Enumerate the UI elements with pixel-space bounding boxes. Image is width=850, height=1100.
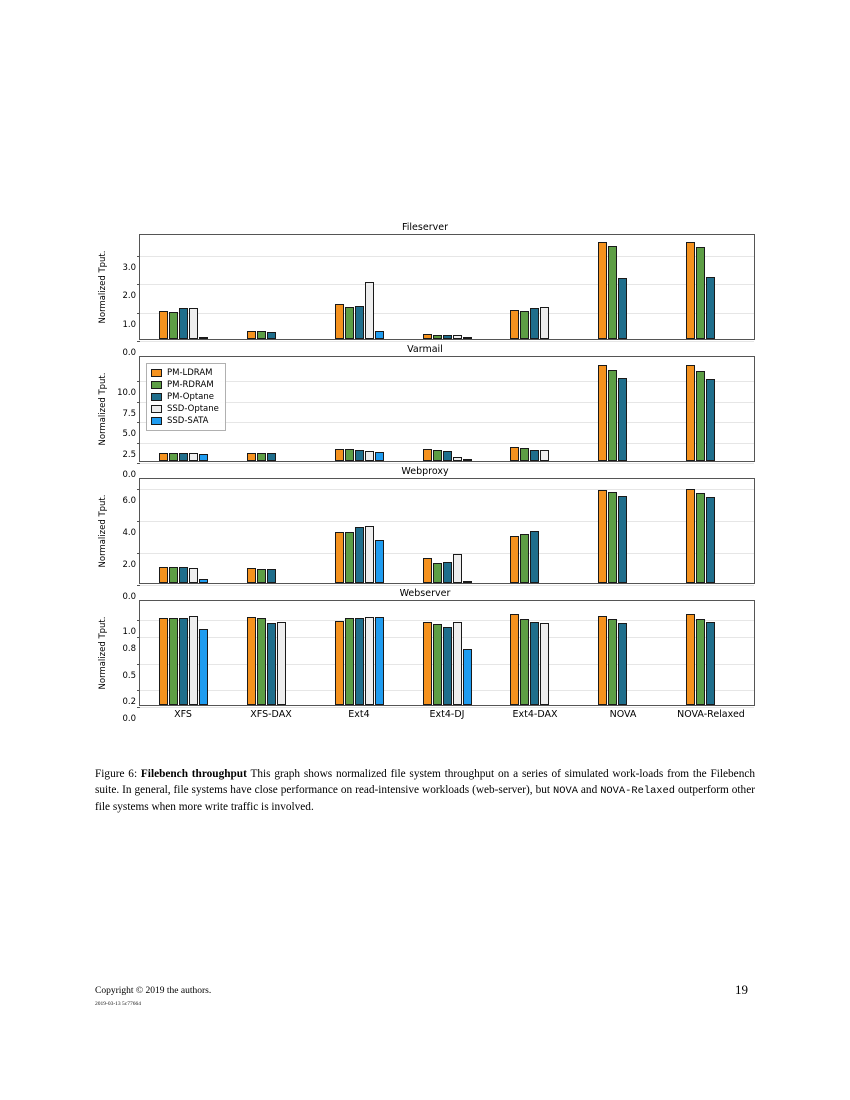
figure-6 — [95, 222, 755, 752]
x-tick-label: NOVA-Relaxed — [677, 709, 745, 720]
legend-item — [151, 415, 219, 427]
bar-group — [685, 479, 735, 583]
x-tick-label: XFS-DAX — [250, 709, 292, 720]
y-axis-label: Normalized Tput. — [98, 372, 108, 446]
bar — [706, 497, 715, 583]
bar — [696, 619, 705, 705]
bar — [618, 623, 627, 705]
x-tick-label: XFS — [174, 709, 192, 720]
bar — [365, 617, 374, 705]
y-tick-mark — [137, 463, 140, 464]
bar — [706, 379, 715, 461]
footer-copyright: Copyright © 2019 the authors. — [95, 986, 212, 996]
bar-group — [685, 601, 735, 705]
y-tick-label: 6.0 — [122, 495, 136, 506]
legend-label: SSD-Optane — [167, 404, 219, 414]
bar-group — [247, 357, 297, 461]
bar — [540, 307, 549, 339]
bar — [257, 331, 266, 339]
y-tick-mark — [137, 553, 140, 554]
plot-area-webproxy — [139, 478, 755, 584]
bar — [618, 278, 627, 339]
bar — [267, 332, 276, 339]
bar — [355, 306, 364, 339]
bar — [530, 450, 539, 461]
y-tick-label: 0.5 — [122, 670, 136, 681]
y-tick-label: 4.0 — [122, 527, 136, 538]
figure-caption — [95, 766, 755, 815]
bar — [365, 282, 374, 339]
bar — [267, 569, 276, 583]
x-tick-label: Ext4-DJ — [429, 709, 465, 720]
bar — [345, 449, 354, 461]
x-tick-label: Ext4 — [348, 709, 370, 720]
legend-swatch — [151, 393, 162, 401]
caption-mono-nova: NOVA — [552, 785, 578, 797]
x-tick-label: Ext4-DAX — [512, 709, 558, 720]
bar — [169, 453, 178, 461]
bar-group — [597, 357, 647, 461]
bar — [520, 448, 529, 461]
y-tick-labels-fileserver — [111, 234, 139, 358]
bar — [443, 335, 452, 339]
bar-group — [510, 357, 560, 461]
y-tick-label: 7.5 — [122, 408, 136, 419]
bar — [510, 614, 519, 705]
y-tick-label: 1.0 — [122, 627, 136, 638]
bar — [335, 621, 344, 705]
bar — [375, 540, 384, 583]
bar-group — [685, 235, 735, 339]
y-axis-label: Normalized Tput. — [98, 616, 108, 690]
bar — [443, 451, 452, 461]
bar — [375, 331, 384, 339]
bar — [365, 526, 374, 583]
bar — [608, 246, 617, 339]
y-tick-label: 0.0 — [122, 470, 136, 480]
legend-swatch — [151, 417, 162, 425]
y-tick-label: 0.0 — [122, 714, 136, 724]
bar — [247, 453, 256, 461]
bar — [375, 452, 384, 461]
bar — [179, 567, 188, 583]
panel-title: Webproxy — [401, 466, 449, 477]
bar — [443, 627, 452, 705]
bar — [199, 629, 208, 705]
y-tick-mark — [137, 690, 140, 691]
bar — [345, 307, 354, 339]
bar-group — [422, 601, 472, 705]
y-tick-labels-webproxy — [111, 478, 139, 602]
bar — [169, 618, 178, 705]
y-tick-mark — [137, 521, 140, 522]
bar — [510, 447, 519, 461]
bar — [598, 242, 607, 339]
bar — [443, 562, 452, 583]
bar — [159, 567, 168, 583]
bar-group — [159, 235, 209, 339]
gridline — [140, 341, 754, 342]
bar — [598, 490, 607, 583]
bar — [608, 370, 617, 461]
legend-item — [151, 367, 219, 379]
bar — [257, 453, 266, 461]
bar-group — [159, 479, 209, 583]
bar — [159, 618, 168, 705]
y-tick-label: 1.0 — [122, 319, 136, 330]
y-tick-labels-varmail — [111, 356, 139, 480]
bar — [277, 622, 286, 705]
bar — [520, 619, 529, 705]
y-tick-mark — [137, 402, 140, 403]
bar — [608, 492, 617, 583]
bar — [189, 453, 198, 461]
bar — [706, 622, 715, 705]
bar — [540, 623, 549, 705]
bar-group — [159, 601, 209, 705]
bar — [335, 304, 344, 339]
bar-group — [247, 479, 297, 583]
bar — [159, 311, 168, 339]
bar — [423, 334, 432, 339]
bar — [696, 371, 705, 462]
legend-label: PM-LDRAM — [167, 368, 213, 378]
bar — [199, 579, 208, 583]
caption-mono-nova-relaxed: NOVA-Relaxed — [600, 785, 676, 797]
bar — [530, 308, 539, 339]
caption-text-3: outperform other file systems when more write traffic is involved. — [95, 784, 755, 813]
bar — [520, 534, 529, 583]
bar-group — [247, 235, 297, 339]
bar — [608, 619, 617, 705]
bar — [199, 454, 208, 461]
y-tick-label: 0.0 — [122, 592, 136, 602]
bar — [540, 450, 549, 461]
bar — [423, 622, 432, 705]
bar — [189, 308, 198, 339]
bar — [433, 450, 442, 461]
bar — [189, 616, 198, 705]
y-tick-label: 2.5 — [122, 449, 136, 460]
bar-group — [685, 357, 735, 461]
bar — [375, 617, 384, 705]
bar — [463, 649, 472, 705]
bar-group — [597, 601, 647, 705]
bar — [169, 567, 178, 583]
bar — [199, 337, 208, 339]
plot-area-fileserver — [139, 234, 755, 340]
y-tick-mark — [137, 664, 140, 665]
legend-label: PM-Optane — [167, 392, 215, 402]
bar — [686, 365, 695, 461]
caption-title: Filebench throughput — [140, 768, 247, 780]
bar — [365, 451, 374, 461]
gridline — [140, 463, 754, 464]
bar — [257, 569, 266, 583]
bar — [159, 453, 168, 461]
bar — [433, 624, 442, 705]
y-tick-mark — [137, 489, 140, 490]
bar — [179, 453, 188, 461]
bar-group — [597, 479, 647, 583]
y-tick-labels-webserver — [111, 600, 139, 724]
bar — [247, 617, 256, 705]
y-tick-mark — [137, 422, 140, 423]
bar — [423, 449, 432, 461]
bar-group — [422, 357, 472, 461]
plot-area-webserver — [139, 600, 755, 706]
y-tick-mark — [137, 443, 140, 444]
bar — [453, 622, 462, 705]
bar — [463, 459, 472, 461]
y-tick-mark — [137, 284, 140, 285]
bar — [345, 532, 354, 583]
legend-item — [151, 379, 219, 391]
y-tick-mark — [137, 620, 140, 621]
y-tick-label: 2.0 — [122, 559, 136, 570]
bar — [335, 532, 344, 583]
bar — [179, 308, 188, 339]
bar — [345, 618, 354, 705]
y-tick-mark — [137, 256, 140, 257]
y-axis-label: Normalized Tput. — [98, 250, 108, 324]
bar — [598, 616, 607, 705]
bar — [453, 554, 462, 583]
bar — [267, 453, 276, 461]
x-tick-label: NOVA — [609, 709, 637, 720]
bar-group — [510, 235, 560, 339]
bar — [355, 450, 364, 461]
y-tick-label: 0.2 — [122, 696, 136, 707]
legend-swatch — [151, 381, 162, 389]
bar — [520, 311, 529, 339]
bar-group — [247, 601, 297, 705]
bar — [686, 614, 695, 705]
bar — [355, 527, 364, 583]
bar — [169, 312, 178, 339]
bar — [530, 622, 539, 705]
x-axis-tick-labels — [139, 706, 755, 722]
y-tick-label: 0.8 — [122, 644, 136, 655]
legend-item — [151, 403, 219, 415]
legend — [146, 363, 226, 431]
bar — [706, 277, 715, 339]
legend-swatch — [151, 369, 162, 377]
y-tick-label: 2.0 — [122, 291, 136, 302]
bar — [530, 531, 539, 583]
y-tick-label: 0.0 — [122, 348, 136, 358]
y-tick-label: 5.0 — [122, 429, 136, 440]
y-tick-label: 10.0 — [117, 388, 136, 399]
gridline — [140, 585, 754, 586]
bar — [179, 618, 188, 705]
bar — [335, 449, 344, 461]
bar — [189, 568, 198, 583]
bar-group — [422, 479, 472, 583]
caption-text-1: This graph shows normalized file system throughput on a series of simulated work-loads from the Filebench suite. In general, file systems have close performance on read-intensive workloads (web-server), but — [95, 768, 755, 796]
y-axis-label: Normalized Tput. — [98, 494, 108, 568]
bar — [257, 618, 266, 705]
bar-group — [334, 479, 384, 583]
bar — [463, 581, 472, 583]
bar — [433, 563, 442, 583]
legend-label: PM-RDRAM — [167, 380, 214, 390]
bar — [696, 493, 705, 583]
bar-group — [334, 357, 384, 461]
panel-webserver — [95, 588, 755, 722]
bar-group — [334, 235, 384, 339]
bar — [598, 365, 607, 461]
bar — [696, 247, 705, 339]
bar-group — [510, 601, 560, 705]
panel-title: Fileserver — [402, 222, 448, 233]
legend-swatch — [151, 405, 162, 413]
bar — [510, 536, 519, 583]
panel-title: Webserver — [399, 588, 451, 599]
bar — [618, 378, 627, 461]
bar — [463, 337, 472, 339]
bar — [618, 496, 627, 583]
footer-timestamp: 2019-03-13 5c77664 — [95, 1001, 141, 1007]
bar — [433, 335, 442, 339]
y-tick-label: 3.0 — [122, 263, 136, 274]
plot-area-varmail — [139, 356, 755, 462]
bar-group — [510, 479, 560, 583]
bar — [686, 242, 695, 339]
legend-label: SSD-SATA — [167, 416, 209, 426]
bar — [510, 310, 519, 339]
bar — [247, 568, 256, 583]
bar — [453, 335, 462, 339]
bar — [686, 489, 695, 583]
page-number: 19 — [735, 982, 748, 997]
y-tick-mark — [137, 313, 140, 314]
y-tick-mark — [137, 637, 140, 638]
panel-title: Varmail — [407, 344, 443, 355]
bar-group — [597, 235, 647, 339]
bar-group — [422, 235, 472, 339]
y-tick-mark — [137, 341, 140, 342]
bar-group — [334, 601, 384, 705]
legend-item — [151, 391, 219, 403]
bar — [423, 558, 432, 583]
bar — [247, 331, 256, 339]
caption-text-2: and — [577, 784, 601, 796]
y-tick-mark — [137, 381, 140, 382]
bar — [355, 618, 364, 705]
bar — [267, 623, 276, 705]
y-tick-mark — [137, 585, 140, 586]
caption-label: Figure 6: — [95, 768, 138, 780]
bar — [453, 457, 462, 461]
